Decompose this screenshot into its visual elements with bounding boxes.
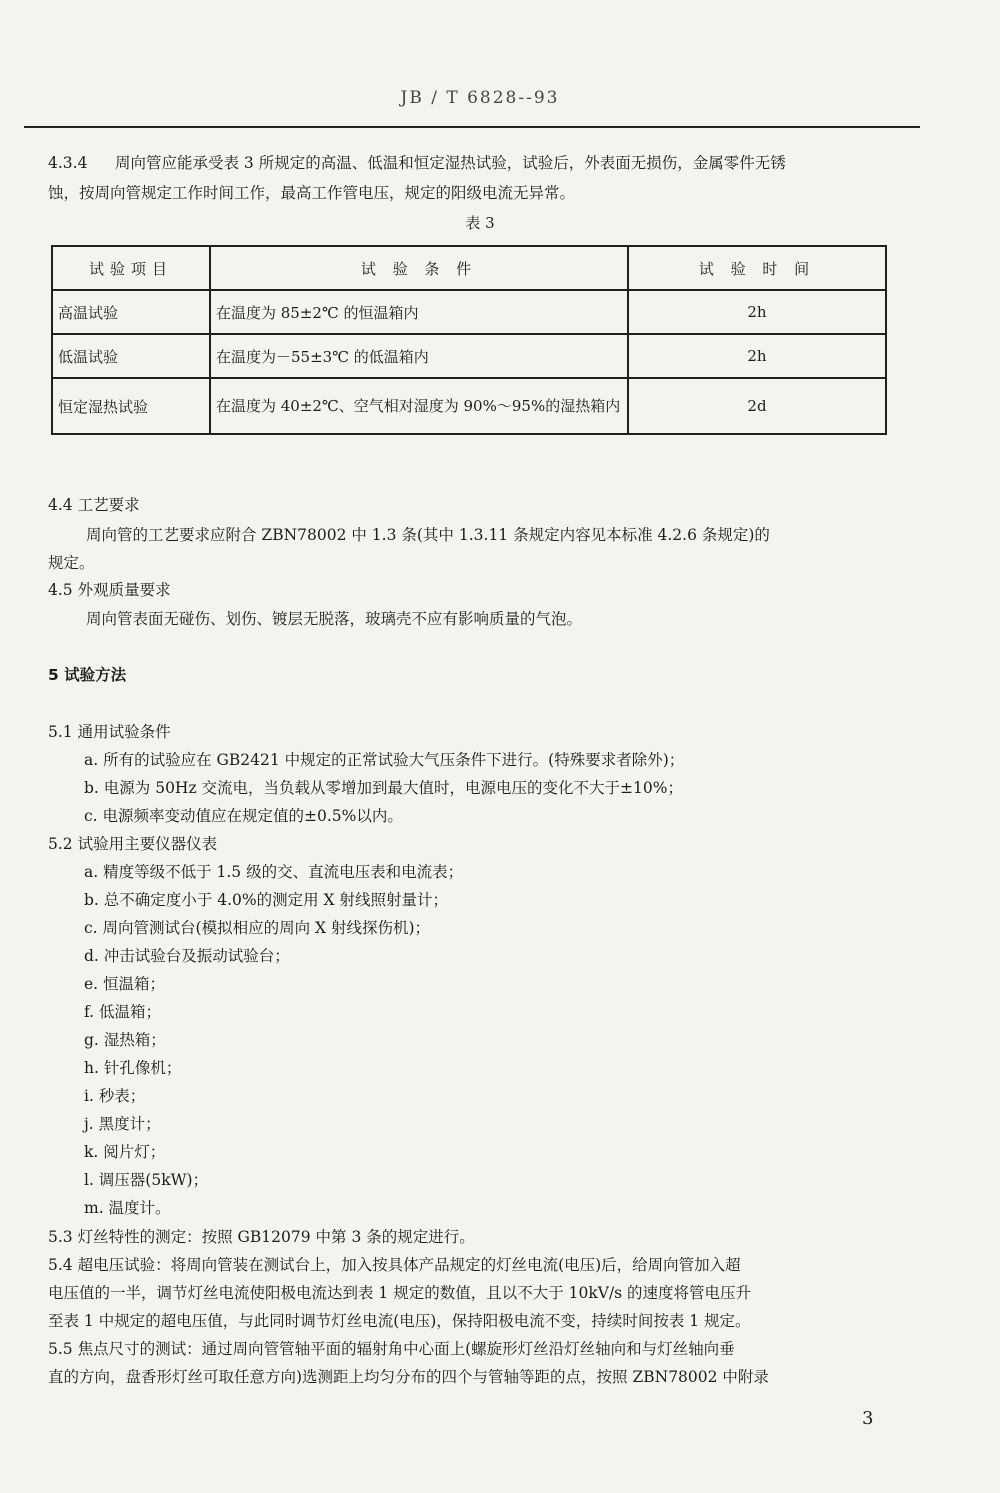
clause-5-2-title: 5.2 试验用主要仪器仪表 — [48, 835, 218, 853]
list-item: d. 冲击试验台及振动试验台； — [84, 947, 290, 965]
standard-code-header: JB / T 6828--93 — [400, 88, 560, 108]
section-5-title: 5 试验方法 — [48, 666, 127, 684]
clause-5-4-line-3: 至表 1 中规定的超电压值，与此同时调节灯丝电流(电压)，保持阳极电流不变，持续时间按表 1 规定。 — [48, 1312, 751, 1330]
clause-4-5-line-1: 周向管表面无碰伤、划伤、镀层无脱落，玻璃壳不应有影响质量的气泡。 — [86, 610, 583, 628]
table-row — [52, 334, 886, 378]
clause-5-5-line-2: 直的方向，盘香形灯丝可取任意方向)选测距上均匀分布的四个与管轴等距的点，按照 ZBN78002 中附录 — [48, 1368, 769, 1386]
list-item: e. 恒温箱； — [84, 975, 166, 993]
row-time: 2h — [628, 334, 886, 378]
table-header-row — [52, 246, 886, 290]
list-item: m. 温度计。 — [84, 1199, 171, 1217]
row-item: 高温试验 — [52, 290, 210, 334]
clause-5-4-line-1: 5.4 超电压试验：将周向管装在测试台上，加入按具体产品规定的灯丝电流(电压)后，给周向管加入超 — [48, 1256, 741, 1274]
list-item: j. 黑度计； — [84, 1115, 161, 1133]
table-3 — [51, 245, 887, 435]
row-item: 恒定湿热试验 — [52, 378, 210, 434]
clause-4-3-4-line-1: 周向管应能承受表 3 所规定的高温、低温和恒定湿热试验，试验后，外表面无损伤，金属零件无锈 — [115, 154, 786, 172]
table-row — [52, 290, 886, 334]
list-item: b. 总不确定度小于 4.0%的测定用 X 射线照射量计； — [84, 891, 448, 909]
row-condition: 在温度为 85±2℃ 的恒温箱内 — [210, 290, 628, 334]
clause-5-3: 5.3 灯丝特性的测定：按照 GB12079 中第 3 条的规定进行。 — [48, 1228, 475, 1246]
clause-5-4-line-2: 电压值的一半，调节灯丝电流使阳极电流达到表 1 规定的数值，且以不大于 10kV/s 的速度将管电压升 — [48, 1284, 752, 1302]
table-3-caption: 表 3 — [465, 214, 495, 232]
list-item: g. 湿热箱； — [84, 1031, 166, 1049]
list-item: f. 低温箱； — [84, 1003, 162, 1021]
clause-4-4-line-1: 周向管的工艺要求应附合 ZBN78002 中 1.3 条(其中 1.3.11 条规定内容见本标准 4.2.6 条规定)的 — [86, 526, 770, 544]
clause-4-4-title: 4.4 工艺要求 — [48, 496, 140, 514]
clause-4-3-4-line-2: 蚀，按周向管规定工作时间工作，最高工作管电压，规定的阳级电流无异常。 — [48, 184, 576, 202]
list-item: k. 阅片灯； — [84, 1143, 166, 1161]
header-test-time: 试 验 时 间 — [628, 246, 886, 290]
list-item: c. 电源频率变动值应在规定值的±0.5%以内。 — [84, 807, 403, 825]
header-rule — [24, 126, 920, 128]
header-test-item: 试验项目 — [52, 246, 210, 290]
row-time: 2h — [628, 290, 886, 334]
list-item: l. 调压器(5kW)； — [84, 1171, 209, 1189]
list-item: a. 所有的试验应在 GB2421 中规定的正常试验大气压条件下进行。(特殊要求者除外)； — [84, 751, 685, 769]
clause-4-4-line-2: 规定。 — [48, 554, 95, 572]
list-item: h. 针孔像机； — [84, 1059, 182, 1077]
list-item: b. 电源为 50Hz 交流电，当负载从零增加到最大值时，电源电压的变化不大于±10%； — [84, 779, 683, 797]
clause-5-1-title: 5.1 通用试验条件 — [48, 723, 171, 741]
table-row — [52, 378, 886, 434]
row-condition: 在温度为 40±2℃、空气相对湿度为 90%～95%的湿热箱内 — [210, 378, 628, 434]
header-test-condition: 试 验 条 件 — [210, 246, 628, 290]
clause-4-5-title: 4.5 外观质量要求 — [48, 581, 171, 599]
clause-4-3-4-number: 4.3.4 — [48, 154, 88, 172]
row-condition: 在温度为－55±3℃ 的低温箱内 — [210, 334, 628, 378]
list-item: a. 精度等级不低于 1.5 级的交、直流电压表和电流表； — [84, 863, 464, 881]
clause-5-5-line-1: 5.5 焦点尺寸的测试：通过周向管管轴平面的辐射角中心面上(螺旋形灯丝沿灯丝轴向和与灯丝轴向垂 — [48, 1340, 735, 1358]
page-number: 3 — [862, 1408, 874, 1429]
row-item: 低温试验 — [52, 334, 210, 378]
list-item: c. 周向管测试台(模拟相应的周向 X 射线探伤机)； — [84, 919, 431, 937]
list-item: i. 秒表； — [84, 1087, 146, 1105]
row-time: 2d — [628, 378, 886, 434]
